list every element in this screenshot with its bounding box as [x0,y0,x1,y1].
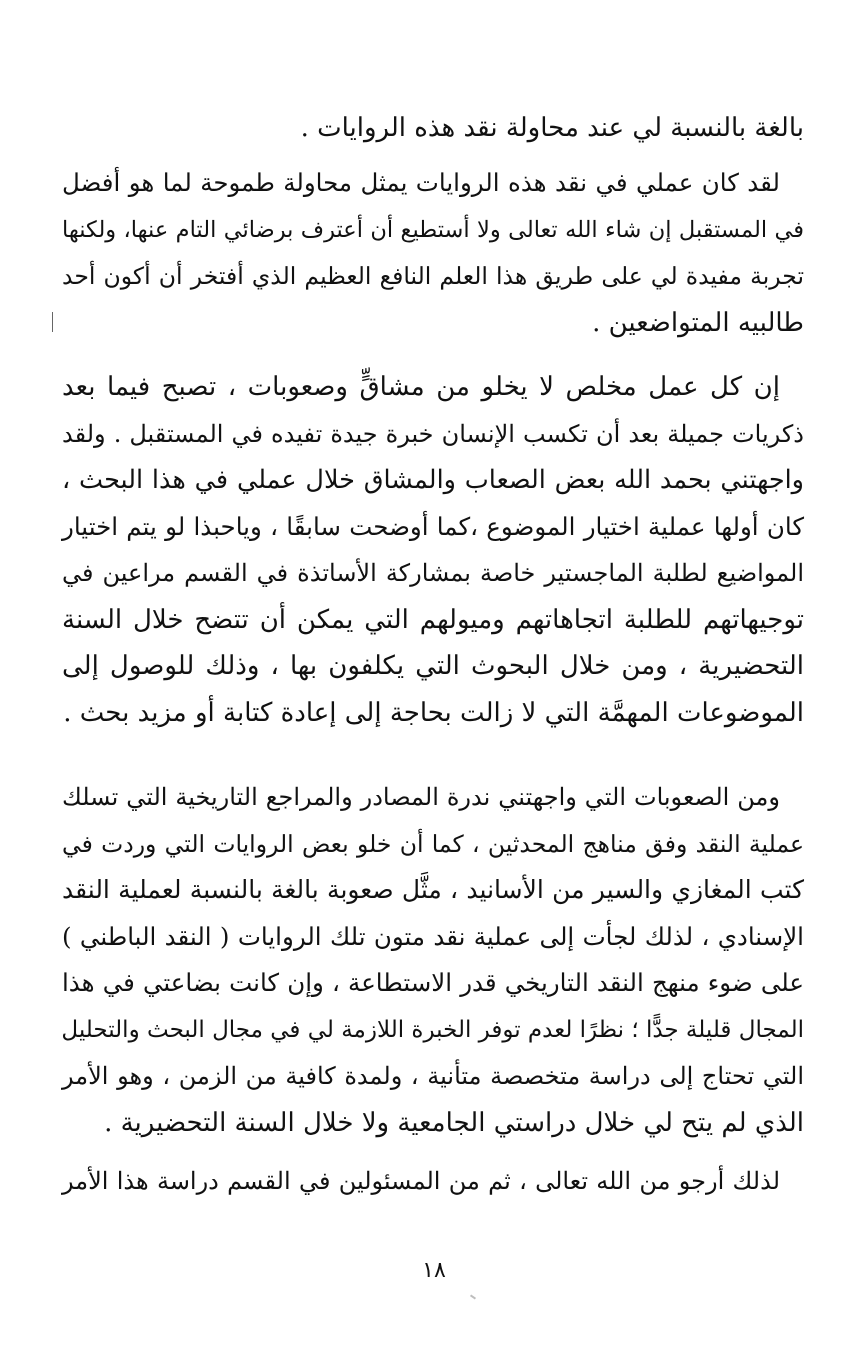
text-line: الذي لم يتح لي خلال دراستي الجامعية ولا خلال السنة التحضيرية . [104,1107,804,1138]
text-line: بالغة بالنسبة لي عند محاولة نقد هذه الروايات . [300,113,804,143]
margin-mark [52,312,53,332]
text-line: المواضيع لطلبة الماجستير خاصة بمشاركة الأساتذة في القسم مراعين في [62,559,804,587]
text-line: إن كل عمل مخلص لا يخلو من مشاقٍّ وصعوبات ، تصبح فيما بعد [62,372,780,402]
paragraph [62,160,804,346]
text-line: عملية النقد وفق مناهج المحدثين ، كما أن خلو بعض الروايات التي وردت في [62,829,804,858]
paragraph [62,364,804,736]
text-line: طالبيه المتواضعين . [592,307,804,338]
text-line: التي تحتاج إلى دراسة متخصصة متأنية ، ولمدة كافية من الزمن ، وهو الأمر [62,1062,805,1090]
text-line: التحضيرية ، ومن خلال البحوث التي يكلفون بها ، وذلك للوصول إلى [62,651,804,681]
text-line: ومن الصعوبات التي واجهتني ندرة المصادر والمراجع التاريخية التي تسلك [62,783,780,811]
paragraph [62,1158,804,1205]
text-line: في المستقبل إن شاء الله تعالى ولا أستطيع أن أعترف برضائي التام عنها، ولكنها [62,216,804,243]
text-line: توجيهاتهم للطلبة اتجاهاتهم وميولهم التي يمكن أن تتضح خلال السنة [62,604,804,635]
text-line: كان أولها عملية اختيار الموضوع ،كما أوضحت سابقًا ، وياحبذا لو يتم اختيار [62,511,804,541]
scan-speck [470,1294,476,1299]
text-line: المجال قليلة جدًّا ؛ نظرًا لعدم توفر الخبرة اللازمة لي في مجال البحث والتحليل [61,1016,804,1043]
text-line: الإسنادي ، لذلك لجأت إلى عملية نقد متون تلك الروايات ( النقد الباطني ) [62,921,804,951]
text-line: لذلك أرجو من الله تعالى ، ثم من المسئولين في القسم دراسة هذا الأمر [62,1167,781,1195]
paragraph [62,105,804,152]
text-line: كتب المغازي والسير من الأسانيد ، مثَّل صعوبة بالغة بالنسبة لعملية النقد [62,875,804,904]
text-line: الموضوعات المهمَّة التي لا زالت بحاجة إلى إعادة كتابة أو مزيد بحث . [63,697,804,728]
text-line: واجهتني بحمد الله بعض الصعاب والمشاق خلال عملي في هذا البحث ، [62,465,804,495]
page-number: ١٨ [422,1258,446,1283]
paragraph [62,774,804,1146]
text-line: ذكريات جميلة بعد أن تكسب الإنسان خبرة جيدة تفيده في المستقبل . ولقد [62,419,804,448]
text-line: لقد كان عملي في نقد هذه الروايات يمثل محاولة طموحة لما هو أفضل [62,168,780,197]
text-line: على ضوء منهج النقد التاريخي قدر الاستطاعة ، وإن كانت بضاعتي في هذا [62,968,804,997]
text-line: تجربة مفيدة لي على طريق هذا العلم النافع العظيم الذي أفتخر أن أكون أحد [62,262,804,290]
